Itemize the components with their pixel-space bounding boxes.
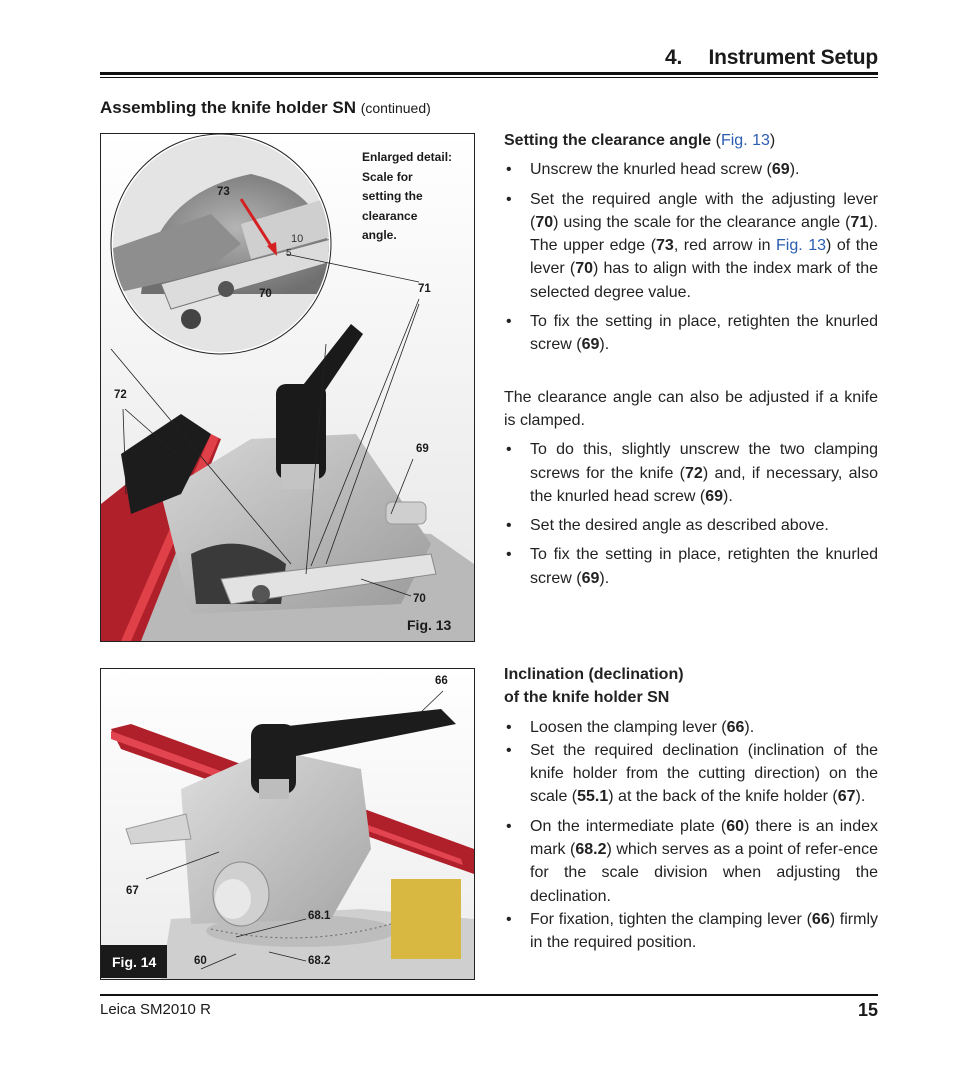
fig13-link[interactable]: Fig. 13 bbox=[720, 132, 770, 149]
clearance-heading-text: Setting the clearance angle bbox=[504, 132, 712, 149]
figure-14 bbox=[100, 668, 475, 980]
callout-66: 66 bbox=[435, 675, 448, 687]
list-item: • Loosen the clamping lever (66). bbox=[504, 716, 878, 739]
list-item: • For fixation, tighten the clamping lever (66) firmly in the required position. bbox=[504, 908, 878, 955]
detail-note-line: Enlarged detail: bbox=[362, 150, 453, 164]
detail-note-line: clearance bbox=[362, 208, 418, 223]
header-rule-thin bbox=[100, 77, 878, 78]
clearance-heading bbox=[504, 129, 878, 152]
figure-14-label: Fig. 14 bbox=[112, 954, 157, 970]
fig13-link[interactable]: Fig. 13 bbox=[776, 237, 827, 255]
footer-product: Leica SM2010 R bbox=[100, 1001, 211, 1018]
clearance-steps bbox=[504, 158, 878, 356]
figure-14-photo bbox=[101, 669, 474, 979]
scale-tick-10: 10 bbox=[291, 233, 304, 245]
scale-tick-5: 5 bbox=[286, 248, 292, 259]
callout-70-lower: 70 bbox=[413, 593, 426, 605]
header-rule bbox=[100, 72, 878, 75]
section-title bbox=[100, 98, 431, 118]
callout-70-upper: 70 bbox=[259, 288, 272, 300]
list-item: • Unscrew the knurled head screw (69). bbox=[504, 158, 878, 181]
inclination-steps bbox=[504, 716, 878, 955]
list-item: • On the intermediate plate (60) there is an index mark (68.2) which serves as a point of refer-ence for the scale division when adjusting the declination. bbox=[504, 815, 878, 908]
clearance-heading-ref: (Fig. 13) bbox=[715, 132, 776, 149]
list-item: • To do this, slightly unscrew the two clamping screws for the knife (72) and, if necessary, also the knurled head screw (69). bbox=[504, 438, 878, 508]
inclination-heading: Inclination (declination) of the knife holder SN bbox=[504, 666, 684, 707]
list-item: • Set the required angle with the adjusting lever (70) using the scale for the clearance angle (71). The upper edge (73, red arrow in Fig. 13) of the lever (70) has to align with the index mark of the selected degree value. bbox=[504, 188, 878, 304]
list-item: • To fix the setting in place, retighten the knurled screw (69). bbox=[504, 310, 878, 357]
clearance-section bbox=[504, 129, 878, 590]
callout-69: 69 bbox=[416, 443, 429, 455]
callout-68-1: 68.1 bbox=[308, 910, 331, 922]
callout-71: 71 bbox=[418, 283, 431, 295]
inclination-section bbox=[504, 663, 878, 955]
page-number: 15 bbox=[857, 1000, 878, 1020]
clearance-steps-clamped bbox=[504, 438, 878, 590]
section-title-text: Assembling the knife holder SN bbox=[100, 98, 356, 117]
callout-68-2: 68.2 bbox=[308, 955, 331, 967]
list-item: • Set the required declination (inclination of the knife holder from the cutting direction) on the scale (55.1) at the back of the knife holder (67). bbox=[504, 739, 878, 809]
detail-note-line: setting the bbox=[362, 189, 423, 203]
callout-67: 67 bbox=[126, 885, 139, 897]
footer-rule bbox=[100, 994, 878, 996]
figure-13 bbox=[100, 133, 475, 642]
list-item: • To fix the setting in place, retighten the knurled screw (69). bbox=[504, 543, 878, 590]
callout-72: 72 bbox=[114, 389, 127, 401]
figure-13-label: Fig. 13 bbox=[407, 617, 452, 633]
detail-note-line: angle. bbox=[362, 228, 397, 242]
callout-60: 60 bbox=[194, 955, 207, 967]
clearance-paragraph: The clearance angle can also be adjusted if a knife is clamped. bbox=[504, 388, 878, 429]
detail-note-line: Scale for bbox=[362, 169, 413, 184]
list-item: • Set the desired angle as described above. bbox=[504, 514, 878, 537]
detail-note bbox=[362, 148, 452, 246]
chapter-title: 4. Instrument Setup bbox=[664, 46, 878, 69]
callout-73: 73 bbox=[217, 186, 230, 198]
section-continued: (continued) bbox=[360, 100, 431, 116]
